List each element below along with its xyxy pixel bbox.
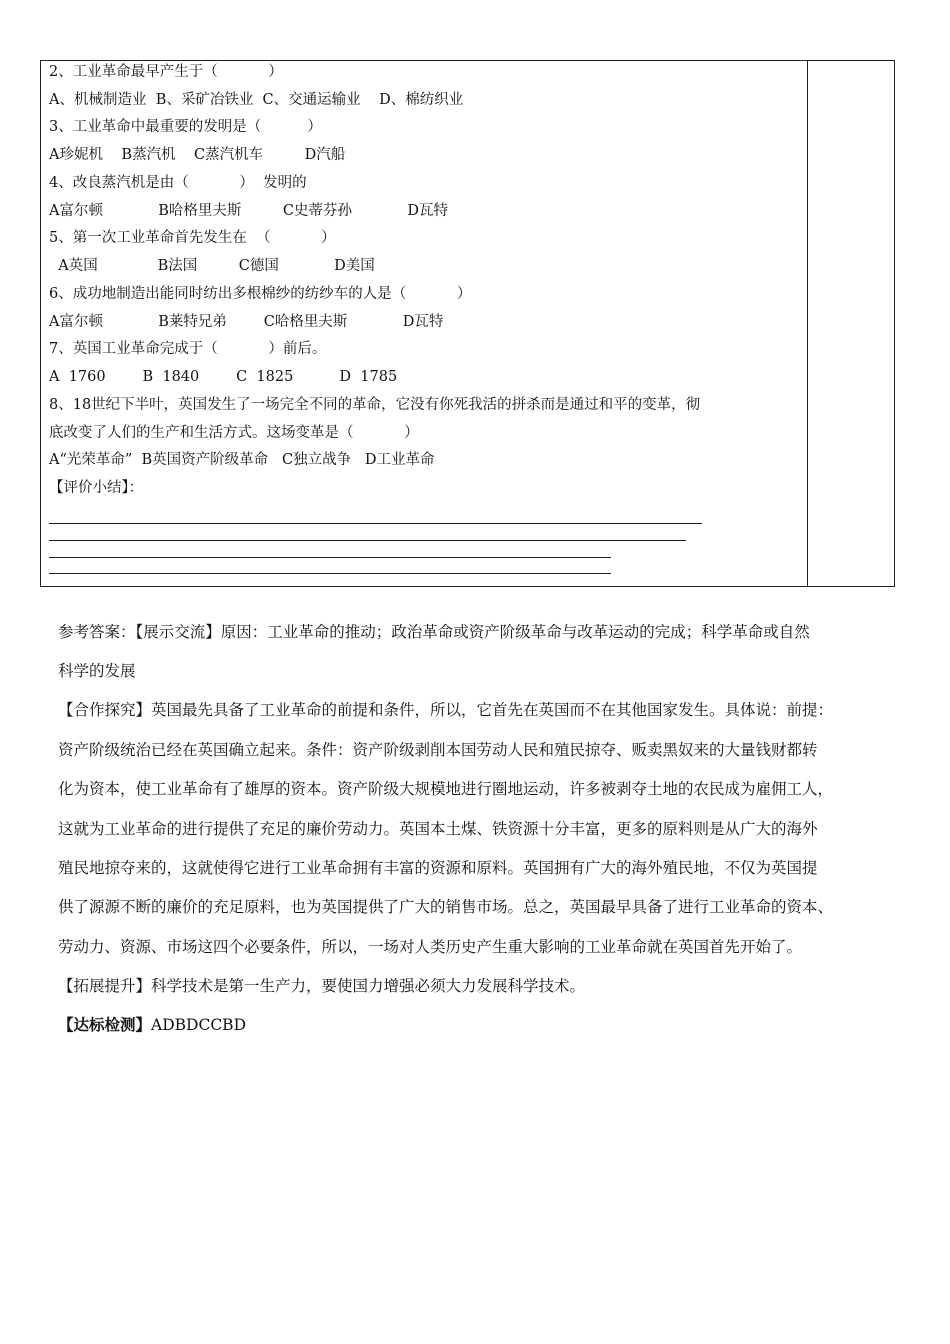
answer-line: 殖民地掠夺来的，这就使得它进行工业革命拥有丰富的资源和原料。英国拥有广大的海外殖民地，不仅为英国提 — [58, 859, 818, 877]
question-2: 2、工业革命最早产生于（ ） — [49, 64, 283, 80]
answer-key-line — [58, 1015, 246, 1035]
summary-line — [49, 573, 611, 574]
reference-answers — [58, 622, 908, 1034]
question-4-options: A富尔顿 B哈格里夫斯 C史蒂芬孙 D瓦特 — [49, 203, 448, 219]
question-5-options: A英国 B法国 C德国 D美国 — [49, 258, 375, 274]
answer-line: 这就为工业革命的进行提供了充足的廉价劳动力。英国本土煤、铁资源十分丰富，更多的原料则是从广大的海外 — [58, 820, 818, 838]
table-column-divider — [807, 61, 808, 586]
question-8: 8、18世纪下半叶，英国发生了一场完全不同的革命，它没有你死我活的拼杀而是通过和平的变革，彻 — [49, 397, 701, 413]
answer-key-label: 【达标检测】 — [58, 1015, 152, 1034]
answer-key-value: ADBDCCBD — [151, 1016, 246, 1034]
evaluation-summary-heading: 【评价小结】： — [49, 480, 144, 496]
summary-line — [49, 523, 702, 524]
answer-line: 【合作探究】英国最先具备了工业革命的前提和条件，所以，它首先在英国而不在其他国家发生。具体说：前提： — [58, 701, 834, 719]
question-6: 6、成功地制造出能同时纺出多根棉纱的纺纱车的人是（ ） — [49, 286, 472, 302]
answer-line: 【拓展提升】科学技术是第一生产力，要使国力增强必须大力发展科学技术。 — [58, 977, 586, 995]
answer-line: 参考答案：【展示交流】原因：工业革命的推动；政治革命或资产阶级革命与改革运动的完成；科学革命或自然 — [58, 623, 810, 641]
answer-line: 资产阶级统治已经在英国确立起来。条件：资产阶级剥削本国劳动人民和殖民掠夺、贩卖黑奴来的大量钱财都转 — [58, 741, 818, 759]
answer-line: 化为资本，使工业革命有了雄厚的资本。资产阶级大规模地进行圈地运动，许多被剥夺土地的农民成为雇佣工人， — [58, 780, 834, 798]
question-7-options: A 1760 B 1840 C 1825 D 1785 — [49, 369, 398, 385]
summary-line — [49, 557, 611, 558]
answer-line: 科学的发展 — [58, 662, 136, 680]
answer-line: 供了源源不断的廉价的充足原料，也为英国提供了广大的销售市场。总之，英国最早具备了进行工业革命的资本、 — [58, 898, 834, 916]
summary-line — [49, 540, 686, 541]
question-8-options: A“光荣革命” B英国资产阶级革命 C独立战争 D工业革命 — [49, 452, 435, 468]
question-7: 7、英国工业革命完成于（ ）前后。 — [49, 341, 327, 357]
question-4: 4、改良蒸汽机是由（ ） 发明的 — [49, 175, 307, 191]
question-3-options: A珍妮机 B蒸汽机 C蒸汽机车 D汽船 — [49, 147, 346, 163]
question-2-options: A、机械制造业 B、采矿冶铁业 C、交通运输业 D、棉纺织业 — [49, 92, 464, 108]
question-8-continued: 底改变了人们的生产和生活方式。这场变革是（ ） — [49, 425, 419, 441]
question-3: 3、工业革命中最重要的发明是（ ） — [49, 119, 322, 135]
question-5: 5、第一次工业革命首先发生在 （ ） — [49, 230, 336, 246]
answer-line: 劳动力、资源、市场这四个必要条件，所以，一场对人类历史产生重大影响的工业革命就在英国首先开始了。 — [58, 938, 803, 956]
question-6-options: A富尔顿 B莱特兄弟 C哈格里夫斯 D瓦特 — [49, 314, 444, 330]
question-table — [40, 60, 895, 587]
